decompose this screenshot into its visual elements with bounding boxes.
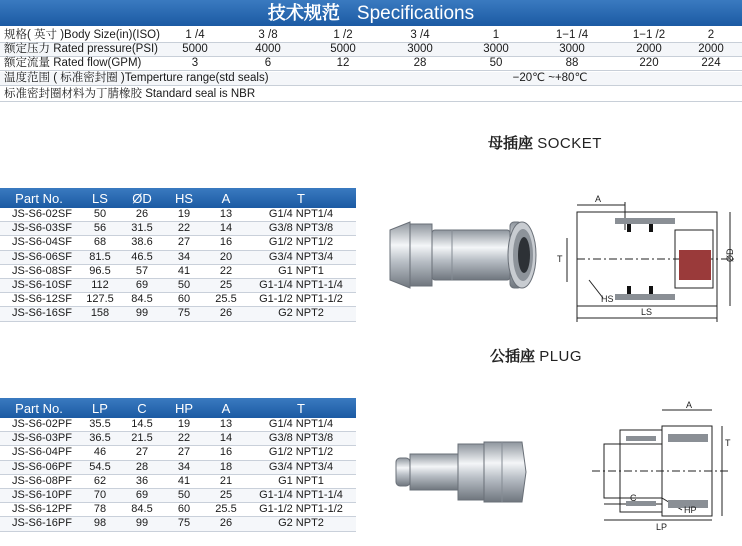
table-cell: G3/8 NPT3/8 xyxy=(246,432,356,446)
table-cell: G1-1/2 NPT1-1/2 xyxy=(246,503,356,517)
table-cell: 20 xyxy=(206,250,246,264)
table-cell: 78 xyxy=(78,503,122,517)
table-cell: 25.5 xyxy=(206,503,246,517)
table-header: Part No. xyxy=(0,398,78,418)
plug-title-zh: 公插座 xyxy=(490,348,536,365)
spec-pressure-value: 3000 xyxy=(483,43,509,55)
part-number: JS-S6-10PF xyxy=(0,488,78,502)
table-header: LS xyxy=(78,188,122,208)
table-row xyxy=(0,418,356,432)
table-cell: G2 NPT2 xyxy=(246,517,356,531)
table-row xyxy=(0,517,356,531)
part-number: JS-S6-04PF xyxy=(0,446,78,460)
spec-pressure-value: 3000 xyxy=(559,43,585,55)
part-number: JS-S6-06SF xyxy=(0,250,78,264)
table-header: HP xyxy=(162,398,206,418)
table-cell: 36 xyxy=(122,474,162,488)
spec-flow-value: 88 xyxy=(565,57,579,69)
table-header: C xyxy=(122,398,162,418)
plug-drawing xyxy=(590,400,740,535)
part-number: JS-S6-04SF xyxy=(0,236,78,250)
table-cell: 27 xyxy=(162,446,206,460)
table-cell: 50 xyxy=(78,208,122,222)
table-cell: 62 xyxy=(78,474,122,488)
table-cell: 69 xyxy=(122,278,162,292)
spec-row-size xyxy=(0,29,742,43)
spec-flow-value: 28 xyxy=(413,57,427,69)
socket-photo xyxy=(382,200,552,310)
table-cell: 13 xyxy=(206,418,246,432)
dim-a: A xyxy=(595,194,602,204)
table-cell: 38.6 xyxy=(122,236,162,250)
table-cell: 68 xyxy=(78,236,122,250)
part-number: JS-S6-02SF xyxy=(0,208,78,222)
plug-title xyxy=(490,345,582,366)
table-cell: 50 xyxy=(162,278,206,292)
table-row xyxy=(0,474,356,488)
part-number: JS-S6-03PF xyxy=(0,432,78,446)
table-cell: 27 xyxy=(122,446,162,460)
table-header: LP xyxy=(78,398,122,418)
part-number: JS-S6-10SF xyxy=(0,278,78,292)
table-cell: 34 xyxy=(162,250,206,264)
table-row xyxy=(0,208,356,222)
table-cell: G1 NPT1 xyxy=(246,474,356,488)
table-cell: 21.5 xyxy=(122,432,162,446)
spec-row-pressure xyxy=(0,43,742,57)
table-cell: 14 xyxy=(206,222,246,236)
table-row xyxy=(0,488,356,502)
part-number: JS-S6-08SF xyxy=(0,264,78,278)
table-row xyxy=(0,278,356,292)
part-number: JS-S6-12SF xyxy=(0,293,78,307)
dim-ls: LS xyxy=(641,307,653,317)
table-cell: 96.5 xyxy=(78,264,122,278)
table-cell: 25.5 xyxy=(206,293,246,307)
socket-title-en: SOCKET xyxy=(537,135,602,152)
spec-flow-value: 224 xyxy=(701,57,721,69)
part-number: JS-S6-08PF xyxy=(0,474,78,488)
table-cell: 16 xyxy=(206,236,246,250)
table-cell: 56 xyxy=(78,222,122,236)
table-cell: 50 xyxy=(162,488,206,502)
plug-title-en: PLUG xyxy=(539,348,583,365)
table-header: HS xyxy=(162,188,206,208)
spec-size-value: 1 /2 xyxy=(333,29,353,41)
table-cell: G1/2 NPT1/2 xyxy=(246,446,356,460)
socket-title xyxy=(488,132,602,153)
spec-size-value: 1−1 /2 xyxy=(632,29,666,41)
spec-pressure-value: 5000 xyxy=(330,43,356,55)
table-cell: 98 xyxy=(78,517,122,531)
spec-temp-value: −20℃ ~+80℃ xyxy=(512,72,588,84)
table-row xyxy=(0,460,356,474)
part-number: JS-S6-02PF xyxy=(0,418,78,432)
spec-flow-label: 额定流量 Rated flow(GPM) xyxy=(4,57,142,69)
table-cell: G1/4 NPT1/4 xyxy=(246,418,356,432)
spec-size-value: 2 xyxy=(707,29,715,41)
table-cell: 46 xyxy=(78,446,122,460)
part-number: JS-S6-06PF xyxy=(0,460,78,474)
table-cell: G3/8 NPT3/8 xyxy=(246,222,356,236)
table-cell: 112 xyxy=(78,278,122,292)
socket-table-header xyxy=(0,188,356,208)
table-cell: 41 xyxy=(162,264,206,278)
table-cell: 60 xyxy=(162,293,206,307)
table-row xyxy=(0,293,356,307)
table-cell: 25 xyxy=(206,278,246,292)
table-cell: 22 xyxy=(162,432,206,446)
table-cell: 19 xyxy=(162,208,206,222)
spec-pressure-value: 2000 xyxy=(636,43,662,55)
dim-c: C xyxy=(630,493,637,503)
table-cell: 34 xyxy=(162,460,206,474)
table-cell: 28 xyxy=(122,460,162,474)
table-row xyxy=(0,446,356,460)
spec-size-value: 1 /4 xyxy=(185,29,205,41)
table-header: A xyxy=(206,188,246,208)
table-header: Part No. xyxy=(0,188,78,208)
table-cell: G1 NPT1 xyxy=(246,264,356,278)
table-cell: 31.5 xyxy=(122,222,162,236)
table-cell: 57 xyxy=(122,264,162,278)
dim-a: A xyxy=(686,400,693,410)
plug-table xyxy=(0,398,356,532)
table-row xyxy=(0,236,356,250)
table-cell: 99 xyxy=(122,517,162,531)
table-header: T xyxy=(246,188,356,208)
table-cell: 19 xyxy=(162,418,206,432)
spec-size-value: 3 /8 xyxy=(258,29,278,41)
table-cell: 26 xyxy=(206,307,246,321)
table-header: ØD xyxy=(122,188,162,208)
spec-flow-value: 6 xyxy=(264,57,272,69)
table-cell: 84.5 xyxy=(122,293,162,307)
spec-flow-value: 50 xyxy=(489,57,503,69)
table-cell: 81.5 xyxy=(78,250,122,264)
table-cell: 22 xyxy=(162,222,206,236)
table-cell: 99 xyxy=(122,307,162,321)
table-cell: G1-1/2 NPT1-1/2 xyxy=(246,293,356,307)
dim-hp: HP xyxy=(684,505,697,515)
table-cell: G1-1/4 NPT1-1/4 xyxy=(246,278,356,292)
spec-row-seal xyxy=(0,88,742,102)
table-header: T xyxy=(246,398,356,418)
table-cell: 26 xyxy=(122,208,162,222)
table-cell: 54.5 xyxy=(78,460,122,474)
spec-size-value: 1−1 /4 xyxy=(555,29,589,41)
table-cell: 158 xyxy=(78,307,122,321)
part-number: JS-S6-16PF xyxy=(0,517,78,531)
part-number: JS-S6-12PF xyxy=(0,503,78,517)
plug-table-header xyxy=(0,398,356,418)
table-cell: 22 xyxy=(206,264,246,278)
spec-flow-value: 3 xyxy=(191,57,199,69)
spec-title-en: Specifications xyxy=(356,3,475,24)
table-cell: G3/4 NPT3/4 xyxy=(246,250,356,264)
table-cell: 46.5 xyxy=(122,250,162,264)
table-row xyxy=(0,503,356,517)
dim-t: T xyxy=(557,254,563,264)
table-cell: G2 NPT2 xyxy=(246,307,356,321)
spec-row-temperature xyxy=(0,72,742,86)
part-number: JS-S6-16SF xyxy=(0,307,78,321)
table-cell: G1-1/4 NPT1-1/4 xyxy=(246,488,356,502)
table-cell: 35.5 xyxy=(78,418,122,432)
spec-temp-label: 温度范围 ( 标准密封圈 )Temperture range(std seals) xyxy=(4,72,269,84)
table-cell: 69 xyxy=(122,488,162,502)
table-cell: 25 xyxy=(206,488,246,502)
table-row xyxy=(0,222,356,236)
table-cell: 16 xyxy=(206,446,246,460)
spec-size-label: 规格( 英寸 )Body Size(in)(ISO) xyxy=(4,29,160,41)
table-cell: 127.5 xyxy=(78,293,122,307)
table-cell: 13 xyxy=(206,208,246,222)
table-header: A xyxy=(206,398,246,418)
dim-hs: HS xyxy=(601,294,614,304)
table-cell: 36.5 xyxy=(78,432,122,446)
spec-title-zh: 技术规范 xyxy=(267,3,340,23)
spec-size-value: 3 /4 xyxy=(410,29,430,41)
socket-table xyxy=(0,188,356,322)
spec-flow-value: 12 xyxy=(336,57,350,69)
plug-photo xyxy=(392,432,532,512)
socket-title-zh: 母插座 xyxy=(488,135,534,152)
spec-flow-value: 220 xyxy=(639,57,659,69)
table-cell: 14.5 xyxy=(122,418,162,432)
table-cell: 21 xyxy=(206,474,246,488)
table-row xyxy=(0,307,356,321)
dim-t: T xyxy=(725,438,731,448)
table-cell: 41 xyxy=(162,474,206,488)
spec-pressure-value: 2000 xyxy=(698,43,724,55)
dim-d: ØD xyxy=(725,248,735,262)
table-row xyxy=(0,264,356,278)
part-number: JS-S6-03SF xyxy=(0,222,78,236)
dim-lp: LP xyxy=(656,522,668,532)
table-cell: 14 xyxy=(206,432,246,446)
table-cell: G1/4 NPT1/4 xyxy=(246,208,356,222)
table-cell: 84.5 xyxy=(122,503,162,517)
table-cell: 18 xyxy=(206,460,246,474)
table-cell: 26 xyxy=(206,517,246,531)
spec-header xyxy=(0,0,742,26)
spec-pressure-value: 3000 xyxy=(407,43,433,55)
spec-seal-note: 标准密封圈材料为丁腈橡胶 Standard seal is NBR xyxy=(4,88,256,100)
table-row xyxy=(0,432,356,446)
table-cell: 60 xyxy=(162,503,206,517)
table-cell: G3/4 NPT3/4 xyxy=(246,460,356,474)
table-cell: G1/2 NPT1/2 xyxy=(246,236,356,250)
table-cell: 75 xyxy=(162,307,206,321)
spec-pressure-value: 5000 xyxy=(182,43,208,55)
table-row xyxy=(0,250,356,264)
spec-pressure-value: 4000 xyxy=(255,43,281,55)
table-cell: 70 xyxy=(78,488,122,502)
spec-pressure-label: 额定压力 Rated pressure(PSI) xyxy=(4,43,159,55)
socket-drawing xyxy=(555,190,740,330)
table-cell: 75 xyxy=(162,517,206,531)
spec-size-value: 1 xyxy=(492,29,500,41)
spec-row-flow xyxy=(0,57,742,71)
table-cell: 27 xyxy=(162,236,206,250)
